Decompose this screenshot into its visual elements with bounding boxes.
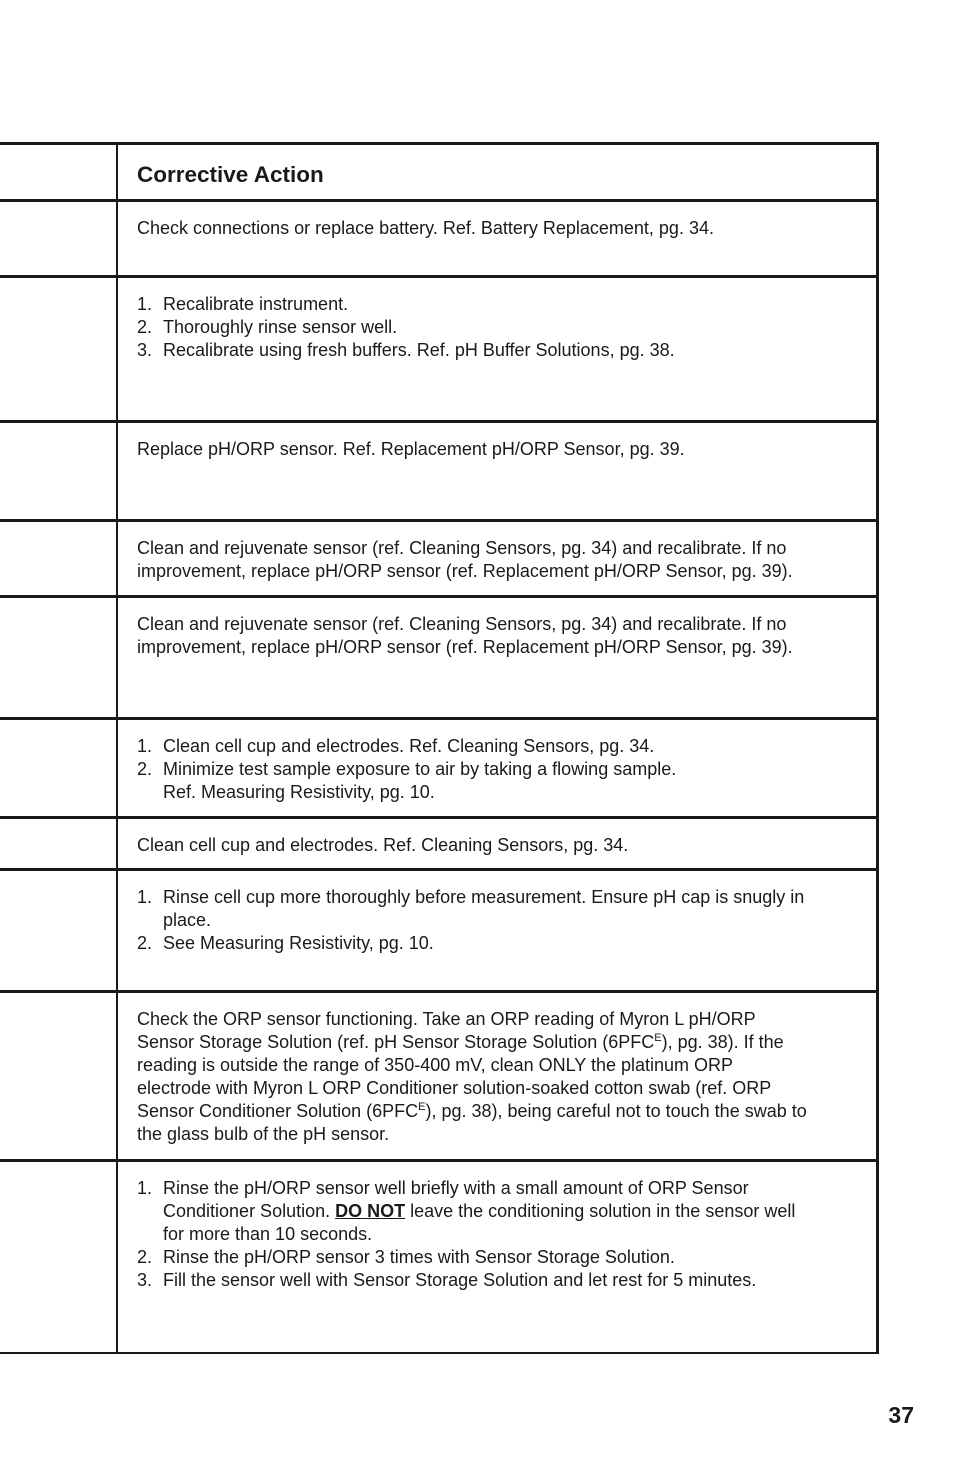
superscript-e: E: [418, 1101, 426, 1113]
problem-cell: [0, 871, 118, 990]
problem-cell: [0, 993, 118, 1159]
corrective-action-cell: [118, 1162, 876, 1352]
action-list: [137, 1177, 858, 1292]
list-item: 1. Clean cell cup and electrodes. Ref. Cleaning Sensors, pg. 34.: [137, 736, 655, 756]
list-item: 1. Recalibrate instrument.: [137, 294, 349, 314]
corrective-action-cell: [118, 819, 876, 868]
action-list: [137, 293, 858, 362]
list-item: 2. See Measuring Resistivity, pg. 10.: [137, 933, 434, 953]
table-row: [0, 423, 876, 522]
table-row: [0, 993, 876, 1162]
superscript-e: E: [654, 1032, 662, 1044]
table-row: [0, 871, 876, 993]
problem-cell: [0, 145, 118, 199]
troubleshooting-table: [0, 142, 879, 1354]
action-list: [137, 886, 858, 955]
list-item: 3. Recalibrate using fresh buffers. Ref. pH Buffer Solutions, pg. 38.: [137, 340, 675, 360]
table-row: [0, 720, 876, 819]
corrective-action-cell: [118, 720, 876, 816]
action-text: Check the ORP sensor functioning. Take an ORP reading of Myron L pH/ORP Sensor Storage Solution (ref. pH Sensor Storage Solution $(6PFC^E)$, pg. 38). If the reading is outside the range of 350-400 mV, clean ONLY the platinum ORP electrode with Myron L ORP Conditioner solution-soaked cotton swab (ref. ORP Sensor Conditioner Solution $(6PFC^E)$, pg. 38), being careful not to touch the swab to the glass bulb of the pH sensor.: [137, 1009, 807, 1144]
problem-cell: [0, 202, 118, 275]
do-not-warning: DO NOT: [335, 1201, 406, 1221]
problem-cell: [0, 1162, 118, 1352]
problem-cell: [0, 819, 118, 868]
corrective-action-cell: [118, 522, 876, 595]
corrective-action-cell: [118, 993, 876, 1159]
table-row: [0, 278, 876, 423]
table-header-row: [0, 145, 876, 202]
action-list: [137, 735, 858, 804]
corrective-action-cell: [118, 871, 876, 990]
problem-cell: [0, 522, 118, 595]
problem-cell: [0, 720, 118, 816]
list-item: 2. Rinse the pH/ORP sensor 3 times with Sensor Storage Solution.: [137, 1247, 675, 1267]
list-item: 2. Minimize test sample exposure to air by taking a flowing sample. Ref. Measuring Resistivity, pg. 10.: [137, 759, 677, 802]
corrective-action-cell: [118, 278, 876, 420]
action-text: Clean and rejuvenate sensor (ref. Cleaning Sensors, pg. 34) and recalibrate. If no improvement, replace pH/ORP sensor (ref. Replacement pH/ORP Sensor, pg. 39).: [137, 538, 793, 581]
action-text: Clean cell cup and electrodes. Ref. Cleaning Sensors, pg. 34.: [137, 835, 629, 855]
table-row: [0, 598, 876, 720]
corrective-action-cell: [118, 423, 876, 519]
column-header-corrective-action: Corrective Action: [137, 162, 324, 187]
action-text: Replace pH/ORP sensor. Ref. Replacement pH/ORP Sensor, pg. 39.: [137, 439, 685, 459]
table-row: [0, 522, 876, 598]
table-row: [0, 202, 876, 278]
corrective-action-cell: [118, 598, 876, 717]
action-text: Clean and rejuvenate sensor (ref. Cleaning Sensors, pg. 34) and recalibrate. If no improvement, replace pH/ORP sensor (ref. Replacement pH/ORP Sensor, pg. 39).: [137, 614, 793, 657]
problem-cell: [0, 598, 118, 717]
list-item: 2. Thoroughly rinse sensor well.: [137, 317, 398, 337]
action-text: Check connections or replace battery. Ref. Battery Replacement, pg. 34.: [137, 218, 714, 238]
list-item: 1. Rinse cell cup more thoroughly before measurement. Ensure pH cap is snugly in place.: [137, 887, 805, 930]
page-number: 37: [888, 1402, 914, 1428]
list-item: 3. Fill the sensor well with Sensor Storage Solution and let rest for 5 minutes.: [137, 1270, 757, 1290]
list-item: 1. Rinse the pH/ORP sensor well briefly with a small amount of ORP Sensor Conditioner Solution. DO NOT leave the conditioning solution in the sensor well for more than 10 seconds.: [137, 1178, 796, 1244]
problem-cell: [0, 278, 118, 420]
table-row: [0, 1162, 876, 1354]
corrective-action-cell: [118, 202, 876, 275]
table-row: [0, 819, 876, 871]
problem-cell: [0, 423, 118, 519]
